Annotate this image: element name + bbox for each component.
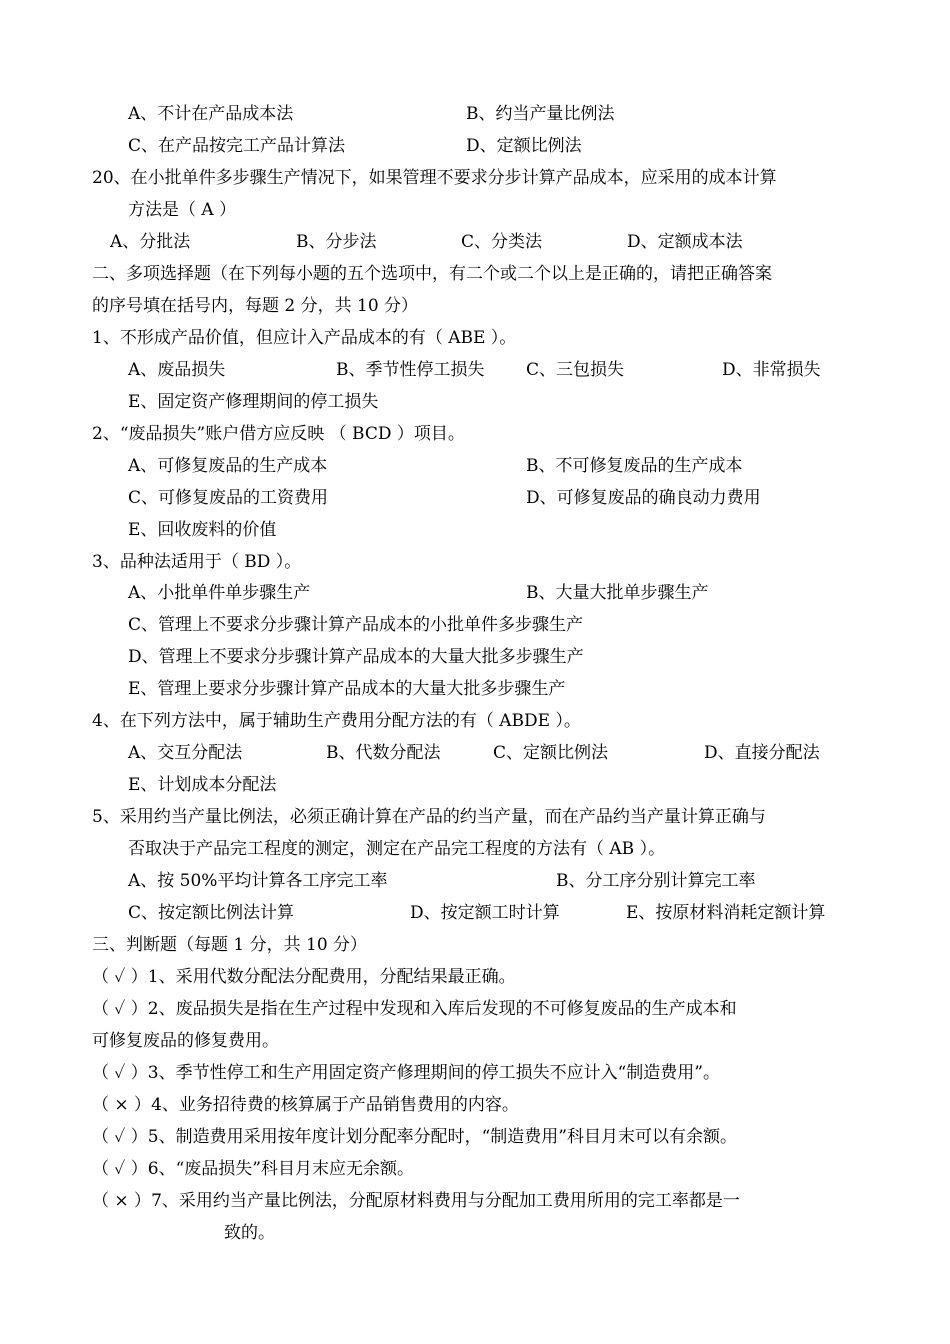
q20-option-d: D、定额成本法 bbox=[627, 232, 743, 252]
m5-stem-line1: 5、采用约当产量比例法，必须正确计算在产品的约当产量，而在产品约当产量计算正确与 bbox=[92, 807, 766, 827]
section2-heading-line2: 的序号填在括号内，每题 2 分，共 10 分） bbox=[92, 296, 419, 316]
m2-option-c: C、可修复废品的工资费用 bbox=[128, 488, 329, 508]
m3-option-e: E、管理上要求分步骤计算产品成本的大量大批多步骤生产 bbox=[128, 679, 566, 699]
m4-option-c: C、定额比例法 bbox=[493, 743, 609, 763]
tf-mark: （ × ） bbox=[92, 1191, 152, 1211]
m2-option-a: A、可修复废品的生产成本 bbox=[128, 456, 328, 476]
section3-heading: 三、判断题（每题 1 分，共 10 分） bbox=[92, 935, 368, 955]
m4-option-d: D、直接分配法 bbox=[704, 743, 820, 763]
tf-item-1 bbox=[92, 966, 516, 988]
q19-option-d: D、定额比例法 bbox=[466, 136, 582, 156]
tf-mark: （ ✓ ） bbox=[92, 999, 148, 1019]
m2-stem: 2、“废品损失”账户借方应反映 （ BCD ）项目。 bbox=[92, 424, 465, 444]
m3-option-b: B、大量大批单步骤生产 bbox=[526, 583, 709, 603]
m2-option-d: D、可修复废品的确良动力费用 bbox=[526, 488, 761, 508]
tf-item-7 bbox=[92, 1190, 740, 1212]
tf-item-5 bbox=[92, 1126, 737, 1148]
m1-option-a: A、废品损失 bbox=[128, 360, 226, 380]
tf-text: 3、季节性停工和生产用固定资产修理期间的停工损失不应计入“制造费用”。 bbox=[147, 1063, 720, 1083]
q19-option-a: A、不计在产品成本法 bbox=[128, 104, 294, 124]
tf-item-4 bbox=[92, 1094, 519, 1116]
tf-mark: （ ✓ ） bbox=[92, 1063, 148, 1083]
m3-option-c: C、管理上不要求分步骤计算产品成本的小批单件多步骤生产 bbox=[128, 615, 584, 635]
m3-stem: 3、品种法适用于（ BD ）。 bbox=[92, 552, 302, 572]
m4-option-b: B、代数分配法 bbox=[326, 743, 441, 763]
m5-option-a: A、按 50%平均计算各工序完工率 bbox=[128, 871, 388, 891]
m5-option-e: E、按原材料消耗定额计算 bbox=[626, 903, 826, 923]
tf-item-2 bbox=[92, 998, 737, 1020]
m5-option-d: D、按定额工时计算 bbox=[410, 903, 560, 923]
m4-stem: 4、在下列方法中，属于辅助生产费用分配方法的有（ ABDE ）。 bbox=[92, 711, 581, 731]
m2-option-e: E、回收废料的价值 bbox=[128, 520, 277, 540]
m3-option-d: D、管理上不要求分步骤计算产品成本的大量大批多步骤生产 bbox=[128, 647, 584, 667]
section2-heading-line1: 二、多项选择题（在下列每小题的五个选项中，有二个或二个以上是正确的，请把正确答案 bbox=[92, 264, 772, 284]
tf-mark: （ × ） bbox=[92, 1095, 152, 1115]
tf-text: 7、采用约当产量比例法，分配原材料费用与分配加工费用所用的完工率都是一 bbox=[151, 1191, 740, 1211]
q20-option-a: A、分批法 bbox=[110, 232, 191, 252]
m1-stem: 1、不形成产品价值，但应计入产品成本的有（ ABE ）。 bbox=[92, 328, 517, 348]
tf-mark: （ ✓ ） bbox=[92, 1159, 148, 1179]
m5-option-b: B、分工序分别计算完工率 bbox=[556, 871, 756, 891]
q20-option-b: B、分步法 bbox=[296, 232, 377, 252]
q20-stem-line2: 方法是（ A ） bbox=[128, 200, 237, 220]
tf-mark: （ ✓ ） bbox=[92, 967, 148, 987]
tf-text: 1、采用代数分配法分配费用，分配结果最正确。 bbox=[147, 967, 516, 987]
tf-text: 6、“废品损失”科目月末应无余额。 bbox=[147, 1159, 414, 1179]
m1-option-e: E、固定资产修理期间的停工损失 bbox=[128, 392, 379, 412]
m4-option-e: E、计划成本分配法 bbox=[128, 775, 277, 795]
tf-text: 5、制造费用采用按年度计划分配率分配时，“制造费用”科目月末可以有余额。 bbox=[147, 1127, 737, 1147]
tf-item-6 bbox=[92, 1158, 414, 1180]
m1-option-b: B、季节性停工损失 bbox=[336, 360, 485, 380]
m5-stem-line2: 否取决于产品完工程度的测定，测定在产品完工程度的方法有（ AB ）。 bbox=[128, 839, 666, 859]
tf-text: 4、业务招待费的核算属于产品销售费用的内容。 bbox=[151, 1095, 519, 1115]
tf-item-3 bbox=[92, 1062, 720, 1084]
m3-option-a: A、小批单件单步骤生产 bbox=[128, 583, 311, 603]
m5-option-c: C、按定额比例法计算 bbox=[128, 903, 295, 923]
q19-option-b: B、约当产量比例法 bbox=[466, 104, 615, 124]
q20-option-c: C、分类法 bbox=[461, 232, 543, 252]
tf-text: 2、废品损失是指在生产过程中发现和入库后发现的不可修复废品的生产成本和 bbox=[147, 999, 737, 1019]
m1-option-c: C、三包损失 bbox=[526, 360, 625, 380]
q20-stem-line1: 20、在小批单件多步骤生产情况下，如果管理不要求分步计算产品成本，应采用的成本计算 bbox=[92, 168, 777, 188]
tf-item-2-continuation: 可修复废品的修复费用。 bbox=[92, 1031, 279, 1051]
m4-option-a: A、交互分配法 bbox=[128, 743, 243, 763]
tf-mark: （ ✓ ） bbox=[92, 1127, 148, 1147]
q19-option-c: C、在产品按完工产品计算法 bbox=[128, 136, 346, 156]
m2-option-b: B、不可修复废品的生产成本 bbox=[526, 456, 743, 476]
m1-option-d: D、非常损失 bbox=[722, 360, 821, 380]
tf-item-7-continuation: 致的。 bbox=[224, 1223, 275, 1243]
